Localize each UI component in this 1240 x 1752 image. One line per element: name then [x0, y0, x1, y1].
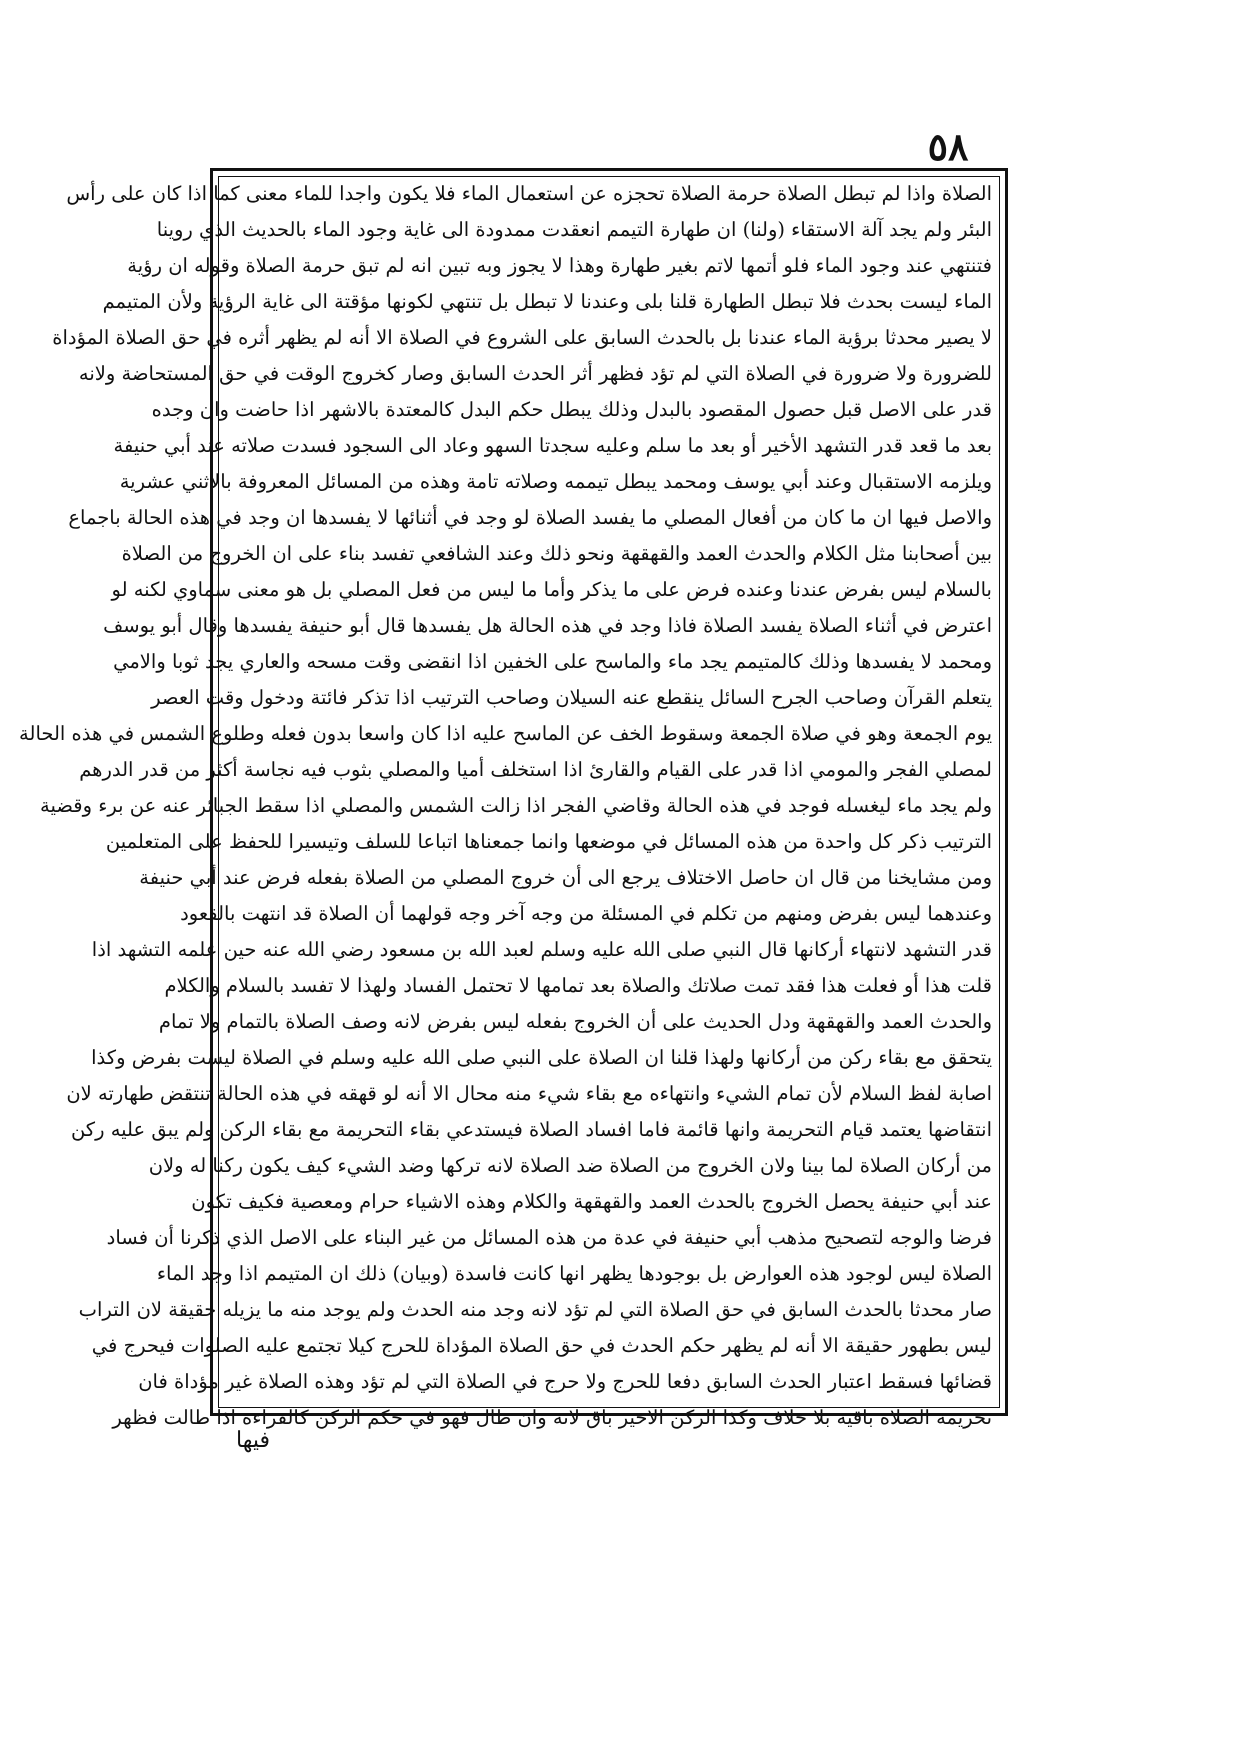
text-line-11: بين أصحابنا مثل الكلام والحدث العمد والقهقهة ونحو ذلك وعند الشافعي تفسد بناء على ان الخروج من الصلاة	[121, 542, 992, 565]
text-line-10: والاصل فيها ان ما كان من أفعال المصلي ما يفسد الصلاة لو وجد في أثنائها لا يفسدها ان وجد في هذه الحالة باجماع	[68, 506, 992, 529]
text-line-15: يتعلم القرآن وصاحب الجرح السائل ينقطع عنه السيلان وصاحب الترتيب اذا تذكر فائتة ودخول وقت العصر	[151, 686, 992, 709]
text-line-32: صار محدثا بالحدث السابق في حق الصلاة التي لم تؤد لانه وجد منه الحدث ولم يوجد منه ما يزيله حقيقة لان التراب	[78, 1298, 992, 1321]
text-line-9: ويلزمه الاستقبال وعند أبي يوسف ومحمد يبطل تيممه وصلاته تامة وهذه من المسائل المعروفة بالاثني عشرية	[119, 470, 992, 493]
text-line-34: قضائها فسقط اعتبار الحدث السابق دفعا للحرج ولا حرج في الصلاة التي لم تؤد وهذه الصلاة غير مؤداة فان	[138, 1370, 992, 1393]
catchword: فيها	[236, 1428, 270, 1453]
text-line-29: عند أبي حنيفة يحصل الخروج بالحدث العمد والقهقهة والكلام وهذه الاشياء حرام ومعصية فكيف تكون	[191, 1190, 992, 1213]
text-line-24: والحدث العمد والقهقهة ودل الحديث على أن الخروج بفعله ليس بفرض لانه وصف الصلاة بالتمام ولا تمام	[158, 1010, 992, 1033]
text-line-1: الصلاة واذا لم تبطل الصلاة حرمة الصلاة تحجزه عن استعمال الماء فلا يكون واجدا للماء معنى كما اذا كان على رأس	[66, 182, 992, 205]
text-line-5: لا يصير محدثا برؤية الماء عندنا بل بالحدث السابق على الشروع في الصلاة الا أنه لم يظهر أثره في حق الصلاة المؤداة	[52, 326, 992, 349]
text-line-3: فتنتهي عند وجود الماء فلو أتمها لاتم بغير طهارة وهذا لا يجوز وبه تبين انه لم تبق حرمة الصلاة وقوله ان رؤية	[127, 254, 992, 277]
text-line-33: ليس بطهور حقيقة الا أنه لم يظهر حكم الحدث في حق الصلاة المؤداة للحرج كيلا تجتمع عليه الصلوات فيحرج في	[91, 1334, 992, 1357]
text-line-22: قدر التشهد لانتهاء أركانها قال النبي صلى الله عليه وسلم لعبد الله بن مسعود رضي الله عنه حين علمه التشهد اذا	[91, 938, 992, 961]
text-line-17: لمصلي الفجر والمومي اذا قدر على القيام والقارئ اذا استخلف أميا والمصلي بثوب فيه نجاسة أكثر من قدر الدرهم	[79, 758, 992, 781]
text-line-6: للضرورة ولا ضرورة في الصلاة التي لم تؤد فظهر أثر الحدث السابق وصار كخروج الوقت في حق المستحاضة ولانه	[78, 362, 992, 385]
text-line-30: فرضا والوجه لتصحيح مذهب أبي حنيفة في عدة من هذه المسائل من غير البناء على الاصل الذي ذكرنا أن فساد	[106, 1226, 992, 1249]
page-number: ٥٨	[927, 124, 969, 169]
text-line-19: الترتيب ذكر كل واحدة من هذه المسائل في موضعها وانما جمعناها اتباعا للسلف وتيسيرا للحفظ على المتعلمين	[105, 830, 992, 853]
text-line-25: يتحقق مع بقاء ركن من أركانها ولهذا قلنا ان الصلاة على النبي صلى الله عليه وسلم في الصلاة ليست بفرض وكذا	[91, 1046, 992, 1069]
text-line-4: الماء ليست بحدث فلا تبطل الطهارة قلنا بلى وعندنا لا تبطل بل تنتهي لكونها مؤقتة الى غاية الرؤية ولأن المتيمم	[102, 290, 992, 313]
text-line-23: قلت هذا أو فعلت هذا فقد تمت صلاتك والصلاة بعد تمامها لا تحتمل الفساد ولهذا لا تفسد بالسلام والكلام	[164, 974, 992, 997]
text-body	[19, 176, 992, 1429]
text-line-12: بالسلام ليس بفرض عندنا وعنده فرض على ما يذكر وأما ما ليس من فعل المصلي بل هو معنى سماوي لكنه لو	[111, 578, 992, 601]
text-line-20: ومن مشايخنا من قال ان حاصل الاختلاف يرجع الى أن خروج المصلي من الصلاة بفعله فرض عند أبي حنيفة	[139, 866, 992, 889]
text-line-35: تحريمة الصلاة باقية بلا خلاف وكذا الركن الاخير باق لانه وان طال فهو في حكم الركن كالقراءة اذا طالت فظهر	[112, 1406, 992, 1429]
text-line-27: انتقاضها يعتمد قيام التحريمة وانها قائمة فاما افساد الصلاة فيستدعي بقاء التحريمة مع بقاء الركن ولم يبق عليه ركن	[70, 1118, 992, 1141]
text-line-14: ومحمد لا يفسدها وذلك كالمتيمم يجد ماء والماسح على الخفين اذا انقضى وقت مسحه والعاري يجد ثوبا والامي	[113, 650, 992, 673]
text-line-31: الصلاة ليس لوجود هذه العوارض بل بوجودها يظهر انها كانت فاسدة (وبيان) ذلك ان المتيمم اذا وجد الماء	[156, 1262, 992, 1285]
text-line-28: من أركان الصلاة لما بينا ولان الخروج من الصلاة ضد الصلاة لانه تركها وضد الشيء كيف يكون ركنا له ولان	[148, 1154, 992, 1177]
text-line-16: يوم الجمعة وهو في صلاة الجمعة وسقوط الخف عن الماسح عليه اذا كان واسعا بدون فعله وطلوع الشمس في هذه الحالة	[19, 722, 992, 745]
text-line-2: البئر ولم يجد آلة الاستقاء (ولنا) ان طهارة التيمم انعقدت ممدودة الى غاية وجود الماء بالحديث الذي روينا	[156, 218, 992, 241]
text-line-7: قدر على الاصل قبل حصول المقصود بالبدل وذلك يبطل حكم البدل كالمعتدة بالاشهر اذا حاضت وان وجده	[151, 398, 992, 421]
text-line-21: وعندهما ليس بفرض ومنهم من تكلم في المسئلة من وجه آخر وجه قولهما أن الصلاة قد انتهت بالقعود	[180, 902, 992, 925]
text-line-13: اعترض في أثناء الصلاة يفسد الصلاة فاذا وجد في هذه الحالة هل يفسدها قال أبو حنيفة يفسدها وقال أبو يوسف	[103, 614, 992, 637]
text-line-26: اصابة لفظ السلام لأن تمام الشيء وانتهاءه مع بقاء شيء منه محال الا أنه لو قهقه في هذه الحالة تنتقض طهارته لان	[66, 1082, 992, 1105]
text-line-8: بعد ما قعد قدر التشهد الأخير أو بعد ما سلم وعليه سجدتا السهو وعاد الى السجود فسدت صلاته عند أبي حنيفة	[113, 434, 992, 457]
text-line-18: ولم يجد ماء ليغسله فوجد في هذه الحالة وقاضي الفجر اذا زالت الشمس والمصلي اذا سقط الجبائر عنه عن برء وقضية	[40, 794, 992, 817]
